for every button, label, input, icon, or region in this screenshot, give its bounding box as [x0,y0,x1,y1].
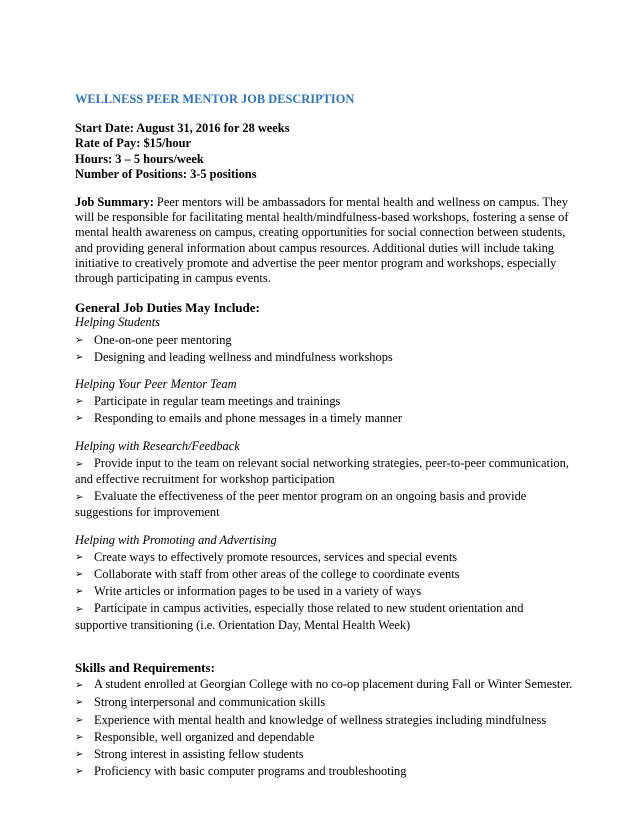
list-item [75,350,575,365]
duty-group-promoting [75,533,575,633]
duty-group-subheading: Helping with Research/Feedback [75,438,240,453]
list-item [75,584,575,599]
arrow-bullet-icon: ➢ [75,748,84,760]
duty-group-subheading: Helping with Promoting and Advertising [75,532,277,547]
arrow-bullet-icon: ➢ [75,396,84,408]
job-summary-text: Peer mentors will be ambassadors for mental health and wellness on campus. They will be responsible for facilitating mental health/mindfulness-based workshops, fostering a sense of mental health awareness on campus, creating opportunities for social connection between students, and providing general information about campus resources. Additional duties will include taking initiative to creatively promote and advertise the peer mentor program and workshops, especially through participating in campus events. [75,195,569,286]
list-item-text: Participate in regular team meetings and trainings [94,394,341,409]
arrow-bullet-icon: ➢ [75,731,84,743]
duty-group-subheading: Helping Your Peer Mentor Team [75,377,237,392]
list-item-text: A student enrolled at Georgian College with no co-op placement during Fall or Winter Semester. [94,677,573,692]
list-item [75,456,575,487]
fact-rate-of-pay: Rate of Pay: $15/hour [75,136,191,151]
arrow-bullet-icon: ➢ [75,766,84,778]
list-item-text: Responsible, well organized and dependable [94,729,315,744]
arrow-bullet-icon: ➢ [75,586,84,598]
document-title: WELLNESS PEER MENTOR JOB DESCRIPTION [75,92,355,106]
job-summary-label: Job Summary: [75,195,154,210]
arrow-bullet-icon: ➢ [75,334,84,346]
arrow-bullet-icon: ➢ [75,604,84,616]
duty-group-subheading: Helping Students [75,315,161,330]
arrow-bullet-icon: ➢ [75,413,84,425]
list-item-text: Strong interest in assisting fellow students [94,746,304,761]
list-item [75,333,575,348]
list-item [75,764,575,779]
list-item [75,550,575,565]
skills-list [75,677,575,779]
list-item-text: Experience with mental health and knowledge of wellness strategies including mindfulness [94,712,547,727]
list-item [75,567,575,582]
list-item [75,394,575,409]
list-item [75,730,575,745]
list-item [75,713,575,728]
duty-group-helping-team [75,377,575,427]
list-item-text: Responding to emails and phone messages in a timely manner [94,411,402,426]
duty-group-research-feedback [75,439,575,521]
list-item [75,747,575,762]
list-item-text: Write articles or information pages to be used in a variety of ways [94,584,422,599]
list-item-text: Strong interpersonal and communication skills [94,695,326,710]
list-item-text: Collaborate with staff from other areas of the college to coordinate events [94,567,460,582]
arrow-bullet-icon: ➢ [75,492,84,504]
job-summary [75,195,575,286]
skills-heading: Skills and Requirements: [75,659,215,675]
arrow-bullet-icon: ➢ [75,351,84,363]
fact-positions: Number of Positions: 3-5 positions [75,166,257,181]
list-item [75,601,575,632]
list-item-text: Provide input to the team on relevant social networking strategies, peer-to-peer communication, and effective recruitment for workshop participation [75,455,569,487]
list-item [75,489,575,520]
duties-heading: General Job Duties May Include: [75,300,260,316]
list-item-text: Designing and leading wellness and mindfulness workshops [94,349,393,364]
arrow-bullet-icon: ➢ [75,680,84,692]
list-item [75,677,575,693]
list-item [75,695,575,710]
arrow-bullet-icon: ➢ [75,569,84,581]
fact-hours: Hours: 3 – 5 hours/week [75,151,204,166]
arrow-bullet-icon: ➢ [75,551,84,563]
list-item-text: One-on-one peer mentoring [94,332,232,347]
job-facts [75,121,575,182]
duty-group-helping-students [75,315,575,365]
document-body [75,92,575,779]
list-item-text: Create ways to effectively promote resources, services and special events [94,549,458,564]
list-item-text: Participate in campus activities, especially those related to new student orientation and supportive transitioning (i.e. Orientation Day, Mental Health Week) [75,601,524,632]
fact-start-date: Start Date: August 31, 2016 for 28 weeks [75,121,290,136]
list-item [75,411,575,426]
list-item-text: Proficiency with basic computer programs and troubleshooting [94,764,407,779]
list-item-text: Evaluate the effectiveness of the peer mentor program on an ongoing basis and provide suggestions for improvement [75,489,527,520]
arrow-bullet-icon: ➢ [75,697,84,709]
arrow-bullet-icon: ➢ [75,714,84,726]
arrow-bullet-icon: ➢ [75,458,84,470]
